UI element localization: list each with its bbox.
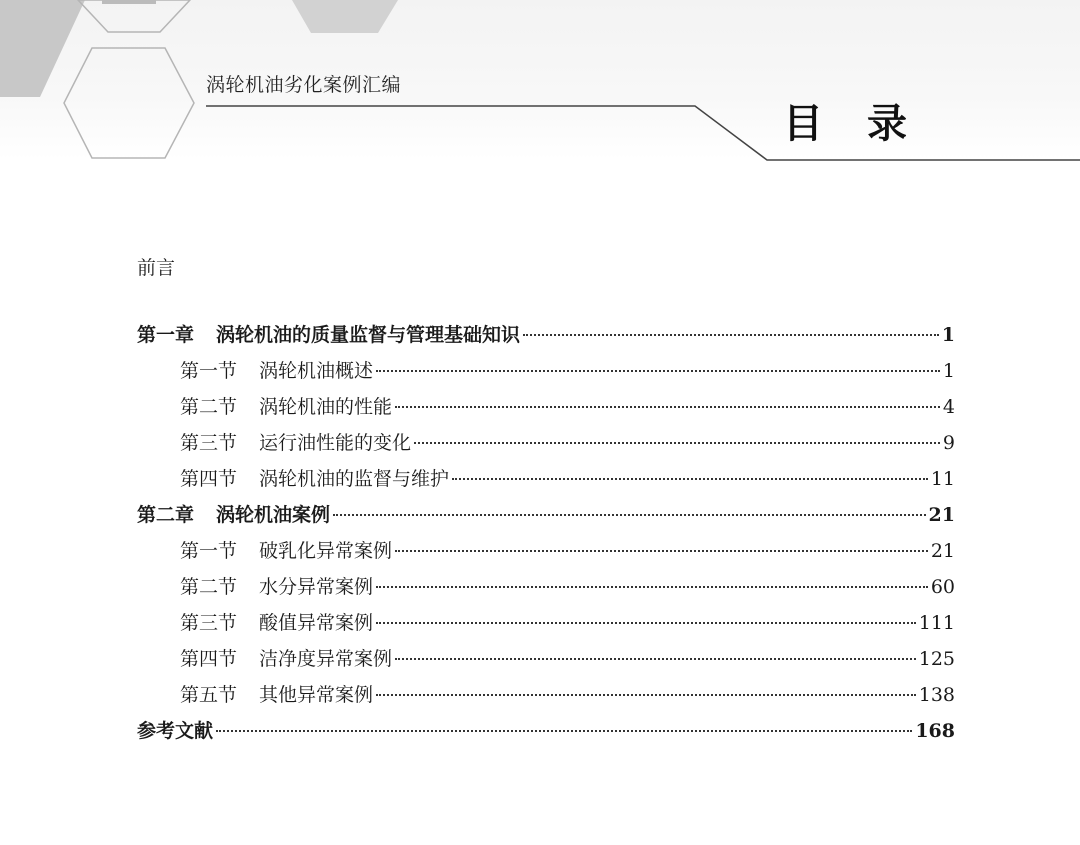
toc-entry-chapter[interactable]	[137, 320, 955, 356]
toc-entry-page-number: 21	[930, 540, 955, 562]
toc-entry-label: 第四节	[180, 468, 238, 490]
dot-leader	[395, 550, 928, 552]
toc-entry-section[interactable]	[137, 572, 955, 608]
toc-entry-label: 第一节	[180, 360, 238, 382]
toc-entry-page-number: 21	[928, 504, 955, 526]
toc-entry-page-number: 138	[918, 684, 955, 706]
toc-entry-page-number: 111	[918, 612, 955, 634]
toc-heading: 目录	[783, 101, 951, 147]
toc-entry-chapter[interactable]	[137, 500, 955, 536]
dot-leader	[376, 586, 928, 588]
dot-leader	[452, 478, 928, 480]
hexagon-top-outline-shape	[78, 0, 190, 32]
toc-entry-section[interactable]	[137, 464, 955, 500]
toc-entry-label: 第五节	[180, 684, 238, 706]
toc-entry-page-number: 1	[942, 360, 955, 382]
toc-entry-title: 运行油性能的变化	[259, 432, 412, 454]
toc-entry-label: 第四节	[180, 648, 238, 670]
toc-entry-title: 破乳化异常案例	[259, 540, 393, 562]
dot-leader	[376, 694, 916, 696]
toc-entry-title: 涡轮机油的监督与维护	[259, 468, 450, 490]
dot-leader	[376, 370, 940, 372]
toc-entry-label: 第二节	[180, 576, 238, 598]
toc-entry-section[interactable]	[137, 356, 955, 392]
dot-leader	[414, 442, 940, 444]
toc-entry-title: 涡轮机油的性能	[259, 396, 393, 418]
toc-entry-chapter[interactable]	[137, 716, 955, 752]
toc-entry-section[interactable]	[137, 536, 955, 572]
toc-entry-title: 其他异常案例	[259, 684, 374, 706]
table-of-contents	[137, 320, 955, 752]
toc-entry-title: 酸值异常案例	[259, 612, 374, 634]
toc-entry-title: 涡轮机油案例	[216, 504, 331, 526]
book-title: 涡轮机油劣化案例汇编	[206, 74, 402, 96]
toc-entry-page-number: 11	[930, 468, 955, 490]
dot-leader	[333, 514, 926, 516]
dot-leader	[395, 406, 940, 408]
toc-entry-section[interactable]	[137, 428, 955, 464]
toc-entry-page-number: 9	[942, 432, 955, 454]
toc-entry-section[interactable]	[137, 392, 955, 428]
toc-entry-label: 第一节	[180, 540, 238, 562]
preface-entry[interactable]: 前言	[137, 257, 176, 279]
dot-leader	[376, 622, 916, 624]
toc-entry-page-number: 4	[942, 396, 955, 418]
toc-entry-section[interactable]	[137, 680, 955, 716]
toc-entry-label: 第三节	[180, 612, 238, 634]
toc-entry-section[interactable]	[137, 608, 955, 644]
toc-entry-title: 洁净度异常案例	[259, 648, 393, 670]
toc-entry-title: 水分异常案例	[259, 576, 374, 598]
toc-entry-title: 涡轮机油的质量监督与管理基础知识	[216, 324, 521, 346]
toc-entry-label: 第二章	[137, 504, 195, 526]
toc-entry-page-number: 168	[915, 720, 955, 742]
dot-leader	[216, 730, 912, 732]
toc-entry-section[interactable]	[137, 644, 955, 680]
toc-entry-title: 参考文献	[137, 720, 214, 742]
dot-leader	[395, 658, 916, 660]
toc-entry-page-number: 125	[918, 648, 955, 670]
hexagon-gray-shape	[292, 0, 398, 33]
toc-entry-page-number: 60	[930, 576, 955, 598]
dot-leader	[523, 334, 939, 336]
toc-entry-label: 第一章	[137, 324, 195, 346]
toc-entry-label: 第三节	[180, 432, 238, 454]
toc-entry-title: 涡轮机油概述	[259, 360, 374, 382]
hexagon-outline-shape	[64, 48, 194, 158]
toc-entry-label: 第二节	[180, 396, 238, 418]
toc-entry-page-number: 1	[941, 324, 955, 346]
hexagon-left-shape	[0, 0, 85, 97]
hexagon-top-tab-shape	[102, 0, 156, 4]
